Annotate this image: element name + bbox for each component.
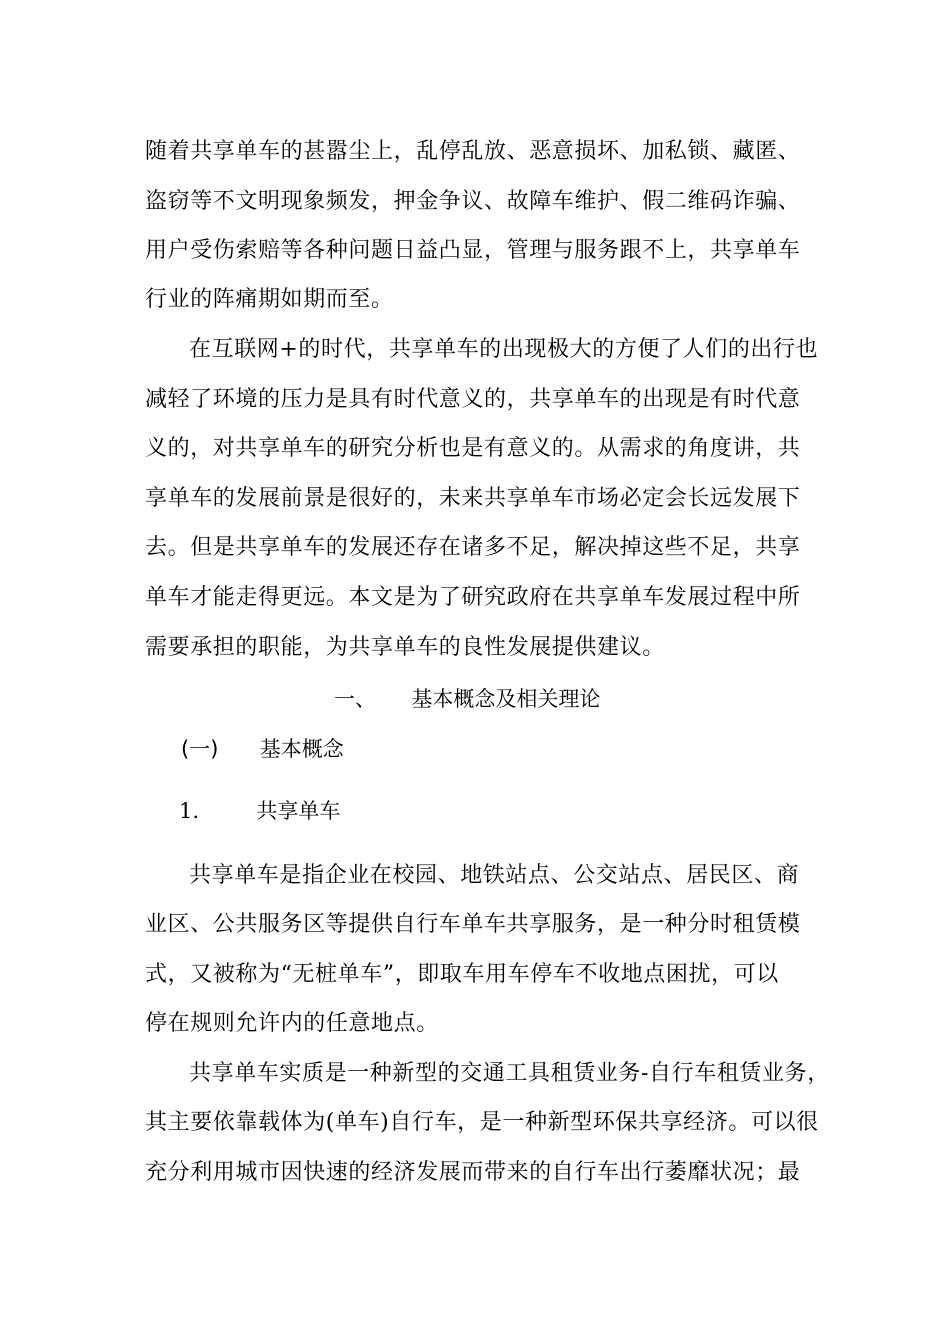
paragraph-2-line-5: 去。但是共享单车的发展还存在诸多不足，解决掉这些不足，共享 xyxy=(145,535,801,560)
paragraph-2-line-7: 需要承担的职能，为共享单车的良性发展提供建议。 xyxy=(145,635,665,660)
item-heading-title: 共享单车 xyxy=(256,799,341,823)
paragraph-3-line-2: 业区、公共服务区等提供自行车单车共享服务，是一种分时租赁模 xyxy=(145,912,801,937)
paragraph-1-line-2: 盗窃等不文明现象频发，押金争议、故障车维护、假二维码诈骗、 xyxy=(145,189,801,214)
item-heading xyxy=(179,796,340,826)
paragraph-1-line-1: 随着共享单车的甚嚣尘上，乱停乱放、恶意损坏、加私锁、藏匿、 xyxy=(145,139,801,164)
section-heading xyxy=(334,684,600,714)
paragraph-4-line-2: 其主要依靠载体为(单车)自行车，是一种新型环保共享经济。可以很 xyxy=(145,1110,819,1135)
section-heading-title: 基本概念及相关理论 xyxy=(411,687,601,711)
paragraph-3-line-3: 式，又被称为“无桩单车”，即取车用车停车不收地点困扰，可以 xyxy=(145,962,779,987)
paragraph-4-line-1: 共享单车实质是一种新型的交通工具租赁业务-自行车租赁业务， xyxy=(189,1061,830,1086)
item-heading-number: 1. xyxy=(179,799,200,823)
subsection-heading xyxy=(181,734,344,764)
paragraph-2-line-4: 享单车的发展前景是很好的，未来共享单车市场必定会长远发展下 xyxy=(145,486,801,511)
paragraph-2-line-6: 单车才能走得更远。本文是为了研究政府在共享单车发展过程中所 xyxy=(145,585,801,610)
paragraph-1-line-4: 行业的阵痛期如期而至。 xyxy=(145,287,394,312)
paragraph-2-line-3: 义的，对共享单车的研究分析也是有意义的。从需求的角度讲，共 xyxy=(145,436,801,461)
paragraph-1-line-3: 用户受伤索赔等各种问题日益凸显，管理与服务跟不上，共享单车 xyxy=(145,238,801,263)
paragraph-2-line-1: 在互联网+的时代，共享单车的出现极大的方便了人们的出行也 xyxy=(189,337,819,362)
subsection-heading-title: 基本概念 xyxy=(259,737,344,761)
paragraph-4-line-3: 充分利用城市因快速的经济发展而带来的自行车出行萎靡状况；最 xyxy=(145,1160,801,1185)
paragraph-3-line-1: 共享单车是指企业在校园、地铁站点、公交站点、居民区、商 xyxy=(189,863,800,888)
paragraph-2-line-2: 减轻了环境的压力是具有时代意义的，共享单车的出现是有时代意 xyxy=(145,387,801,412)
section-heading-number: 一、 xyxy=(334,687,376,711)
paragraph-3-line-4: 停在规则允许内的任意地点。 xyxy=(145,1011,439,1036)
subsection-heading-number: (一) xyxy=(181,737,219,761)
